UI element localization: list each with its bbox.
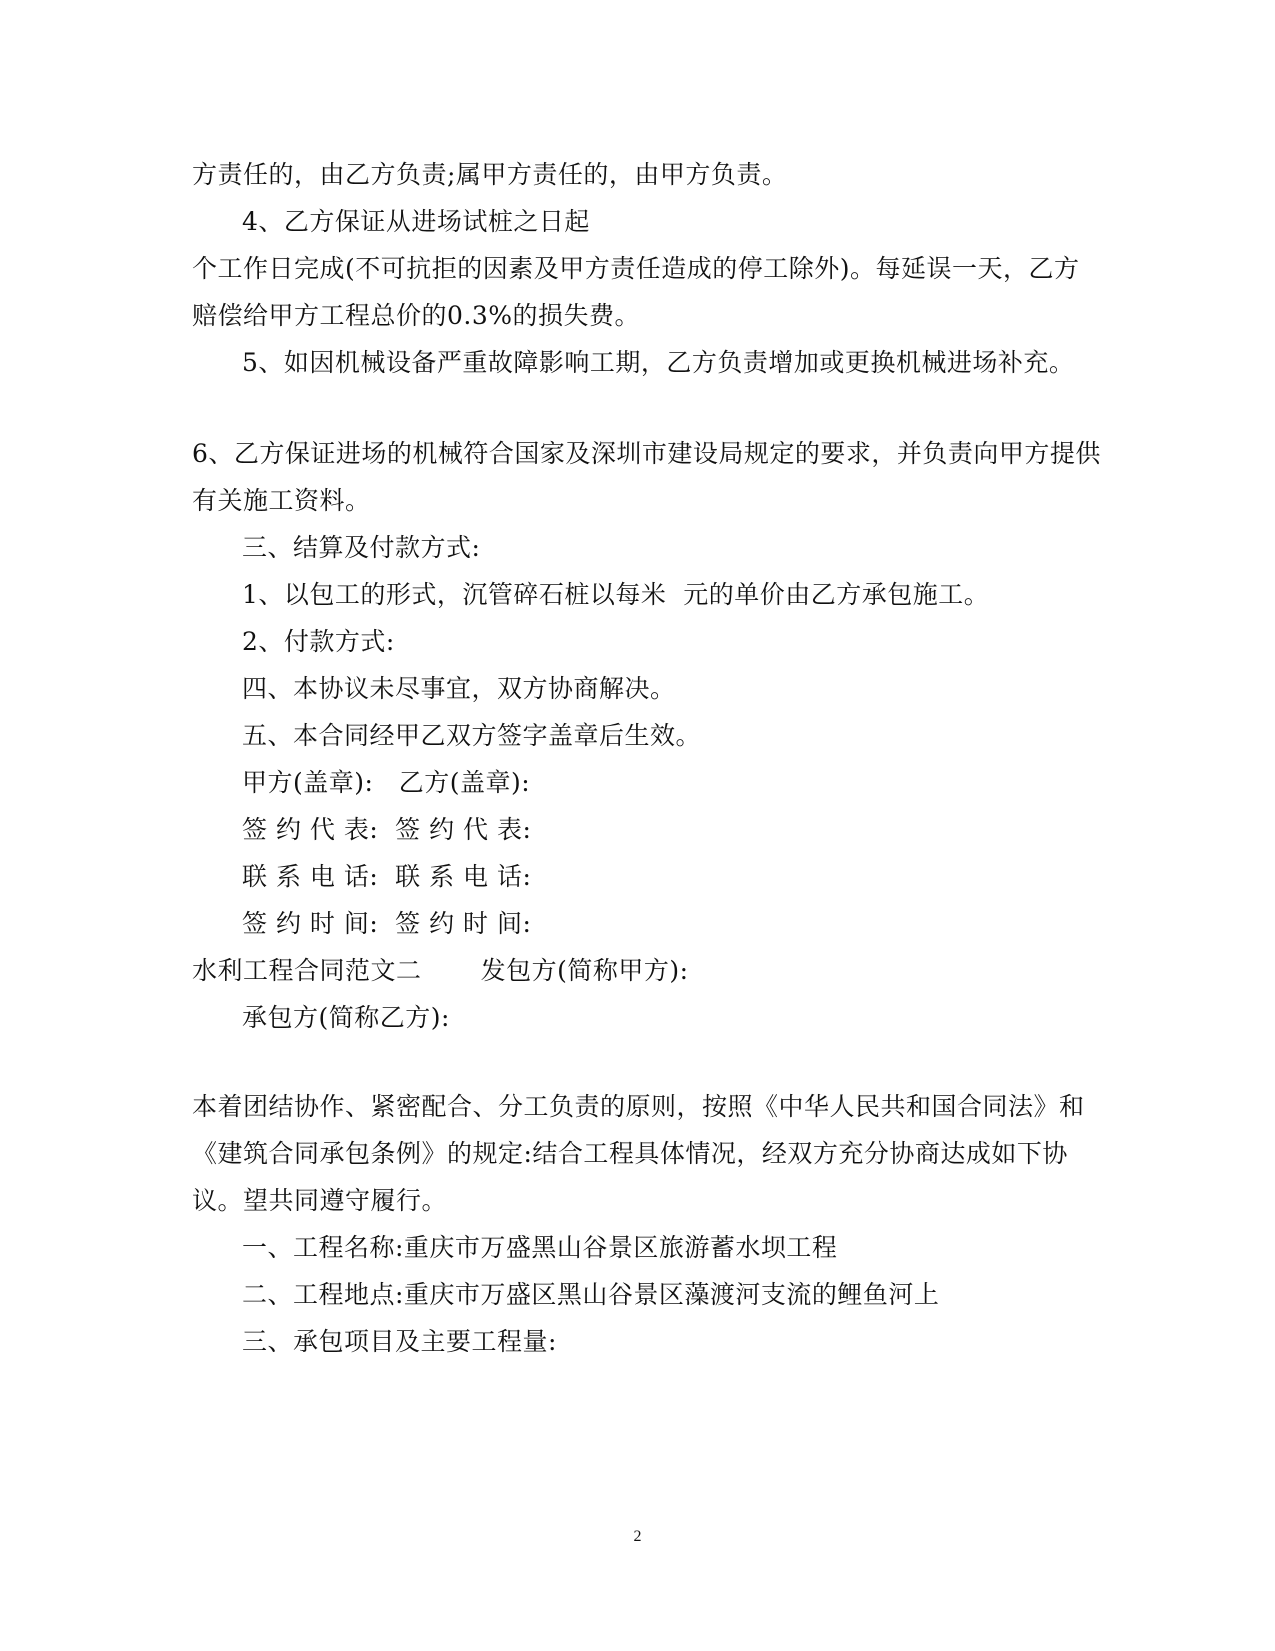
section-heading: 三、承包项目及主要工程量: [242, 1327, 557, 1356]
text-line: 《建筑合同承包条例》的规定:结合工程具体情况，经双方充分协商达成如下协 [192, 1139, 1068, 1168]
section-heading: 四、本协议未尽事宜，双方协商解决。 [242, 674, 676, 703]
text-line: 1、以包工的形式，沉管碎石桩以每米 元的单价由乙方承包施工。 [242, 580, 990, 609]
section-heading: 五、本合同经甲乙双方签字盖章后生效。 [242, 721, 702, 750]
text-line: 有关施工资料。 [192, 486, 371, 515]
text-line: 方责任的，由乙方负责;属甲方责任的，由甲方负责。 [192, 160, 788, 189]
signature-line: 甲方(盖章): 乙方(盖章): [242, 768, 531, 797]
text-line: 2、付款方式: [242, 627, 395, 656]
text-line: 5、如因机械设备严重故障影响工期，乙方负责增加或更换机械进场补充。 [242, 348, 1075, 377]
section-heading: 三、结算及付款方式: [242, 533, 481, 562]
signature-line: 联 系 电 话: 联 系 电 话: [242, 862, 532, 891]
text-line: 承包方(简称乙方): [242, 1003, 450, 1032]
text-line: 个工作日完成(不可抗拒的因素及甲方责任造成的停工除外)。每延误一天，乙方 [192, 254, 1080, 283]
text-line: 一、工程名称:重庆市万盛黑山谷景区旅游蓄水坝工程 [242, 1233, 838, 1262]
text-line: 4、乙方保证从进场试桩之日起 [242, 207, 590, 236]
text-line: 6、乙方保证进场的机械符合国家及深圳市建设局规定的要求，并负责向甲方提供 [192, 439, 1101, 468]
document-title: 水利工程合同范文二 发包方(简称甲方): [192, 956, 689, 985]
text-line: 赔偿给甲方工程总价的0.3%的损失费。 [192, 301, 641, 330]
page-number: 2 [633, 1528, 642, 1545]
signature-line: 签 约 时 间: 签 约 时 间: [242, 909, 532, 938]
text-line: 本着团结协作、紧密配合、分工负责的原则，按照《中华人民共和国合同法》和 [192, 1092, 1085, 1121]
text-line: 二、工程地点:重庆市万盛区黑山谷景区藻渡河支流的鲤鱼河上 [242, 1280, 940, 1309]
text-line: 议。望共同遵守履行。 [192, 1186, 448, 1215]
signature-line: 签 约 代 表: 签 约 代 表: [242, 815, 532, 844]
